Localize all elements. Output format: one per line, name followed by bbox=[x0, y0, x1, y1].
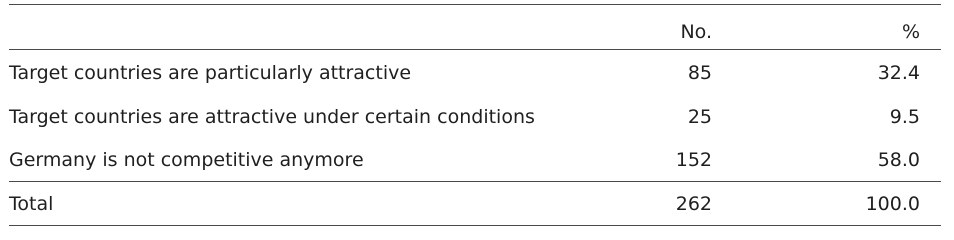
survey-table bbox=[9, 4, 941, 226]
row-pct: 9.5 bbox=[889, 106, 920, 128]
header-label bbox=[9, 5, 632, 50]
row-label: Target countries are particularly attractive bbox=[9, 61, 412, 84]
table-row bbox=[9, 50, 941, 96]
total-no: 262 bbox=[675, 192, 712, 215]
survey-table-container bbox=[9, 4, 941, 226]
total-row bbox=[9, 182, 941, 226]
header-pct: % bbox=[901, 21, 920, 43]
table-header bbox=[9, 5, 941, 50]
table-body bbox=[9, 50, 941, 182]
header-row bbox=[9, 5, 941, 50]
table-footer bbox=[9, 182, 941, 226]
row-no: 25 bbox=[687, 106, 712, 128]
header-no: No. bbox=[680, 21, 712, 43]
row-no: 152 bbox=[675, 148, 712, 171]
row-pct: 58.0 bbox=[877, 148, 920, 171]
table-row bbox=[9, 96, 941, 139]
row-label: Germany is not competitive anymore bbox=[9, 148, 364, 171]
row-no: 85 bbox=[687, 61, 712, 84]
row-pct: 32.4 bbox=[877, 61, 920, 84]
table-row bbox=[9, 139, 941, 182]
total-label: Total bbox=[9, 192, 54, 215]
row-label: Target countries are attractive under certain conditions bbox=[9, 106, 535, 128]
total-pct: 100.0 bbox=[865, 192, 920, 215]
